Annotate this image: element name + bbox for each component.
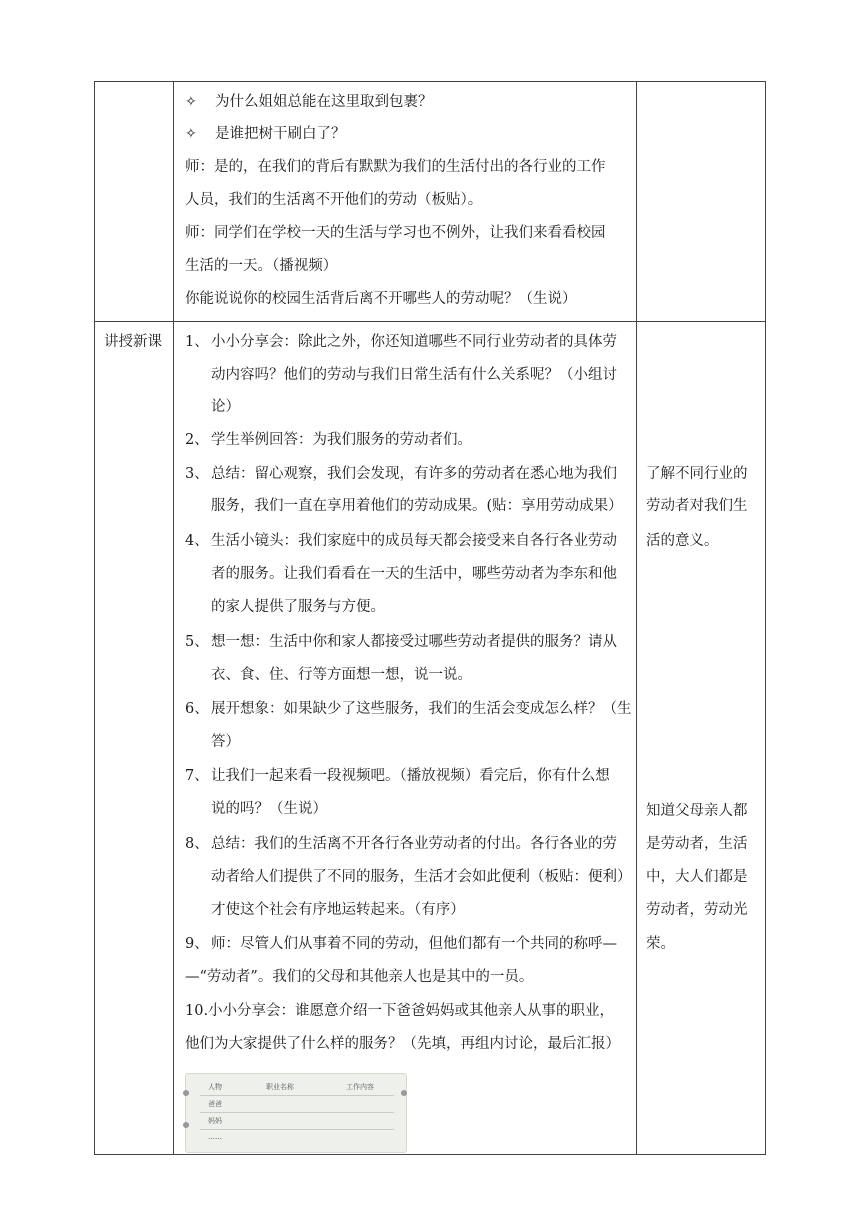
binder-hole-icon (401, 1090, 407, 1096)
worksheet-header: 人物 (208, 1083, 222, 1091)
goal-line: 劳动者，劳动光 (646, 902, 748, 918)
worksheet-row-label: 爸爸 (208, 1100, 222, 1108)
teacher-line: 生活的一天。（播视频） (185, 258, 338, 274)
item-number: 2、 (185, 432, 209, 448)
item-line: 展开想象：如果缺少了这些服务，我们的生活会变成怎么样？（生 (211, 701, 632, 717)
item-line: 总结：留心观察，我们会发现，有许多的劳动者在悉心地为我们 (211, 466, 617, 482)
item-line: 让我们一起来看一段视频吧。（播放视频）看完后，你有什么想 (211, 768, 610, 784)
item-line: 者的服务。让我们看看在一天的生活中，哪些劳动者为李东和他 (211, 566, 617, 582)
goal-line: 知道父母亲人都 (646, 803, 748, 819)
goal-line: 了解不同行业的 (646, 466, 748, 482)
item-line: 论） (211, 399, 240, 415)
section-label: 讲授新课 (104, 334, 162, 350)
lesson-table (94, 81, 766, 1155)
item-number: 7、 (185, 768, 209, 784)
goal-line: 是劳动者，生活 (646, 836, 748, 852)
item-line: 服务，我们一直在享用着他们的劳动成果。(贴：享用劳动成果） (211, 498, 623, 514)
item-number: 4、 (185, 533, 209, 549)
bullet-diamond-icon: ✧ (185, 94, 197, 110)
item-line: 的家人提供了服务与方便。 (211, 599, 385, 615)
bullet-question: 是谁把树干刷白了？ (215, 126, 346, 142)
goal-line: 荣。 (646, 936, 675, 952)
binder-hole-icon (183, 1122, 189, 1128)
item-line: 师：尽管人们从事着不同的劳动，但他们都有一个共同的称呼— (211, 936, 617, 952)
item-line: 学生举例回答：为我们服务的劳动者们。 (211, 432, 472, 448)
item-line: 衣、食、住、行等方面想一想，说一说。 (211, 667, 472, 683)
item-line: 想一想：生活中你和家人都接受过哪些劳动者提供的服务？请从 (211, 634, 617, 650)
item-number: 6、 (185, 701, 209, 717)
item-number: 3、 (185, 466, 209, 482)
worksheet-header: 职业名称 (266, 1083, 294, 1091)
worksheet-rule (200, 1095, 394, 1096)
item-line: 小小分享会：除此之外，你还知道哪些不同行业劳动者的具体劳 (211, 334, 617, 350)
row-divider (95, 321, 765, 322)
teacher-line: 人员，我们的生活离不开他们的劳动（板贴）。 (185, 192, 483, 208)
item-line: 他们为大家提供了什么样的服务？（先填，再组内讨论，最后汇报） (185, 1036, 620, 1052)
item-line: 总结：我们的生活离不开各行各业劳动者的付出。各行各业的劳 (211, 836, 617, 852)
worksheet-image (185, 1073, 407, 1153)
column-divider-1 (173, 82, 174, 1154)
item-line: —“劳动者”。我们的父母和其他亲人也是其中的一员。 (185, 969, 534, 985)
item-line: 说的吗？（生说） (211, 801, 327, 817)
teacher-line: 师：同学们在学校一天的生活与学习也不例外，让我们来看看校园 (185, 225, 606, 241)
worksheet-header: 工作内容 (346, 1083, 374, 1091)
column-divider-2 (636, 82, 637, 1154)
item-number: 5、 (185, 634, 209, 650)
goal-line: 中，大人们都是 (646, 869, 748, 885)
worksheet-rule (200, 1112, 394, 1113)
item-number: 1、 (185, 334, 209, 350)
item-line: 10.小小分享会：谁愿意介绍一下爸爸妈妈或其他亲人从事的职业， (185, 1003, 615, 1019)
goal-line: 活的意义。 (646, 533, 719, 549)
item-number: 9、 (185, 936, 209, 952)
item-line: 动内容吗？他们的劳动与我们日常生活有什么关系呢？（小组讨 (211, 367, 617, 383)
teacher-line: 师：是的，在我们的背后有默默为我们的生活付出的各行业的工作 (185, 159, 606, 175)
worksheet-row-label: 妈妈 (208, 1117, 222, 1125)
bullet-diamond-icon: ✧ (185, 126, 197, 142)
item-number: 8、 (185, 836, 209, 852)
worksheet-row-label: …… (208, 1133, 222, 1141)
binder-hole-icon (183, 1090, 189, 1096)
item-line: 答） (211, 734, 240, 750)
item-line: 生活小镜头：我们家庭中的成员每天都会接受来自各行各业劳动 (211, 533, 617, 549)
bullet-question: 为什么姐姐总能在这里取到包裹？ (215, 94, 433, 110)
goal-line: 劳动者对我们生 (646, 498, 748, 514)
item-line: 动者给人们提供了不同的服务，生活才会如此便利（板贴：便利） (211, 869, 632, 885)
teacher-line: 你能说说你的校园生活背后离不开哪些人的劳动呢？（生说） (185, 291, 577, 307)
item-line: 才使这个社会有序地运转起来。（有序） (211, 902, 465, 918)
worksheet-rule (200, 1129, 394, 1130)
